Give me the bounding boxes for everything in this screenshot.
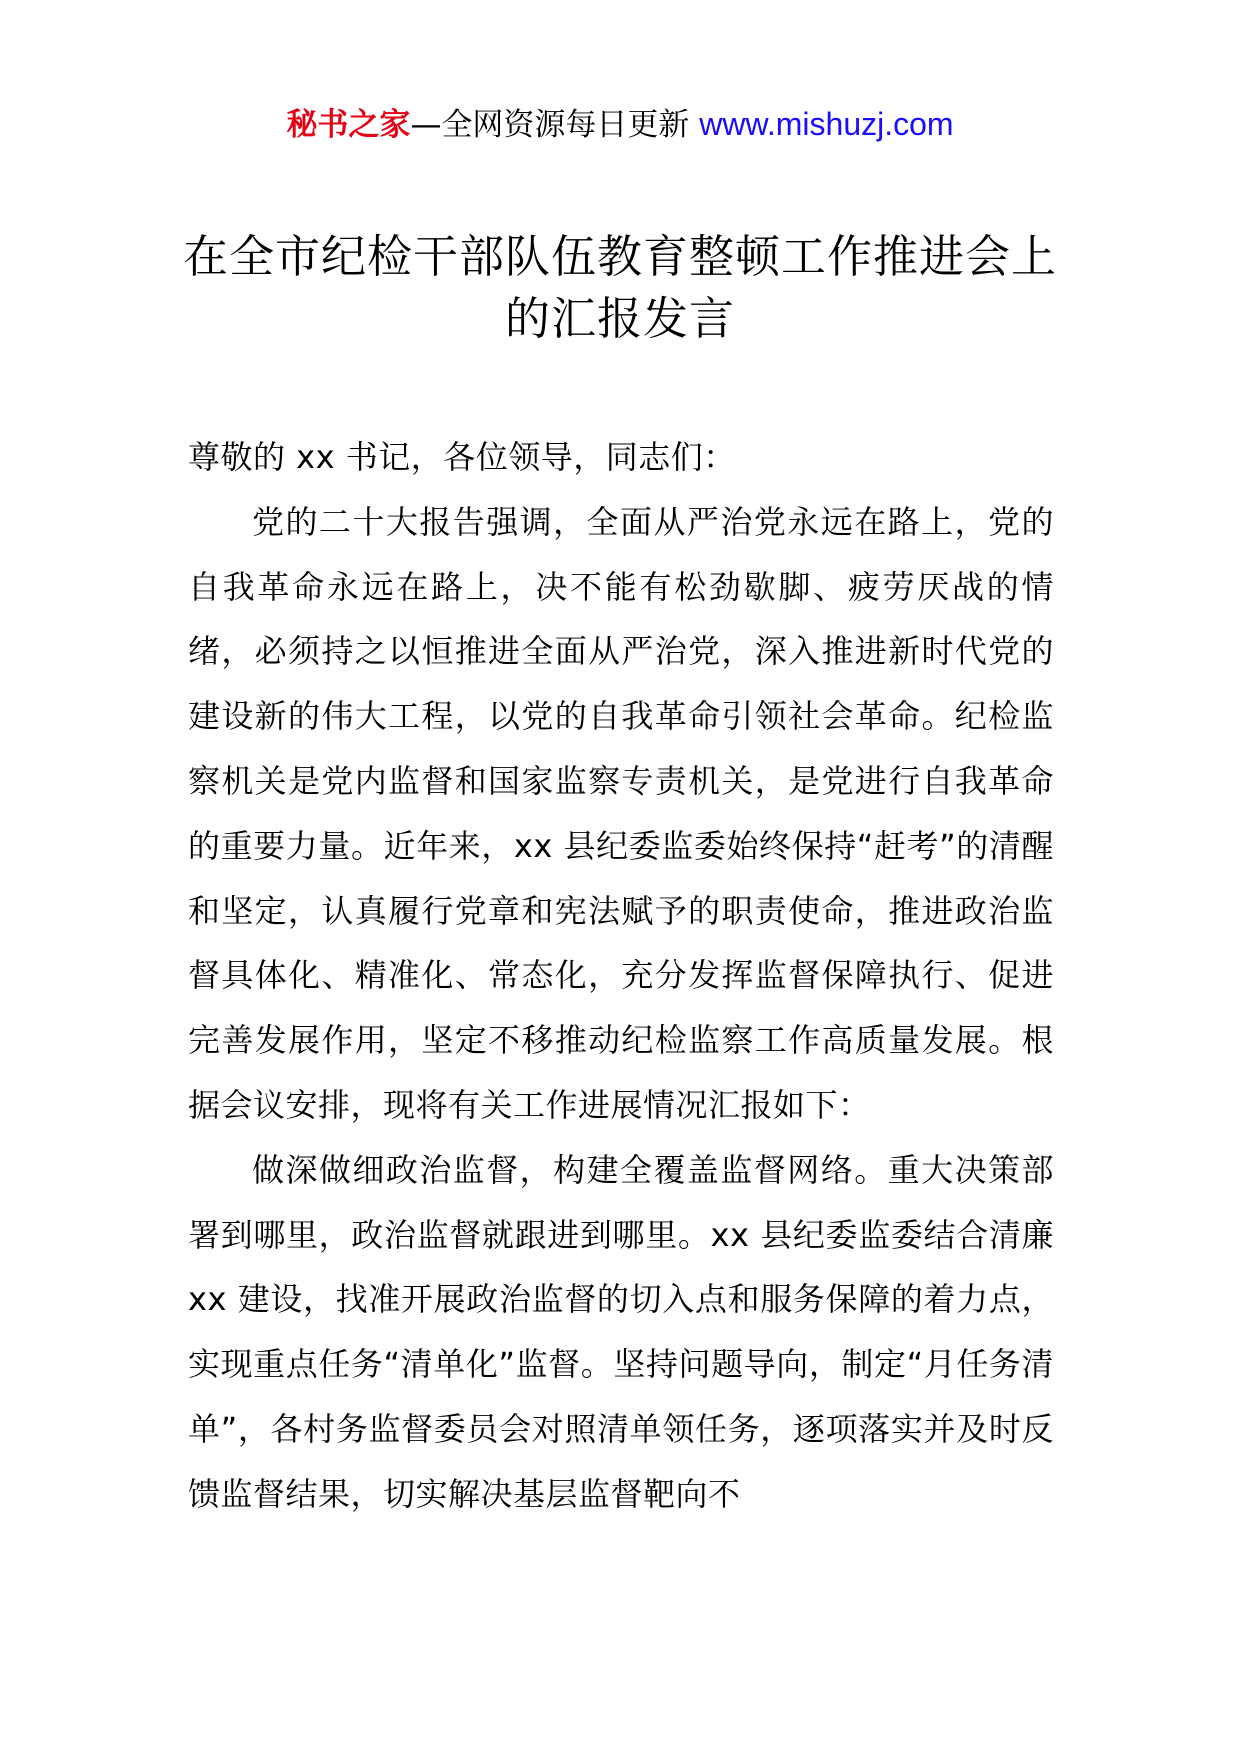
paragraph-1: 党的二十大报告强调，全面从严治党永远在路上，党的自我革命永远在路上，决不能有松劲歇脚、疲劳厌战的情绪，必须持之以恒推进全面从严治党，深入推进新时代党的建设新的伟大工程，以党的自我革命引领社会革命。纪检监察机关是党内监督和国家监察专责机关，是党进行自我革命的重要力量。近年来，xx 县纪委监委始终保持“赶考”的清醒和坚定，认真履行党章和宪法赋予的职责使命，推进政治监督具体化、精准化、常态化，充分发挥监督保障执行、促进完善发展作用，坚定不移推动纪检监察工作高质量发展。根据会议安排，现将有关工作进展情况汇报如下：: [188, 502, 1054, 1124]
salutation: 尊敬的 xx 书记，各位领导，同志们：: [188, 438, 736, 476]
site-url-link[interactable]: www.mishuzj.com: [699, 106, 954, 142]
paragraph-2: 做深做细政治监督，构建全覆盖监督网络。重大决策部署到哪里，政治监督就跟进到哪里。xx 县纪委监委结合清廉 xx 建设，找准开展政治监督的切入点和服务保障的着力点，实现重点任务“清单化”监督。坚持问题导向，制定“月任务清单”，各村务监督委员会对照清单领任务，逐项落实并及时反馈监督结果，切实解决基层监督靶向不: [188, 1150, 1054, 1513]
site-header: [0, 100, 1240, 149]
brand-name: 秘书之家: [286, 107, 411, 143]
header-tagline: —全网资源每日更新: [410, 107, 690, 143]
document-title: 在全市纪检干部队伍教育整顿工作推进会上的汇报发言: [182, 230, 1057, 345]
document-body: [188, 425, 1054, 1527]
